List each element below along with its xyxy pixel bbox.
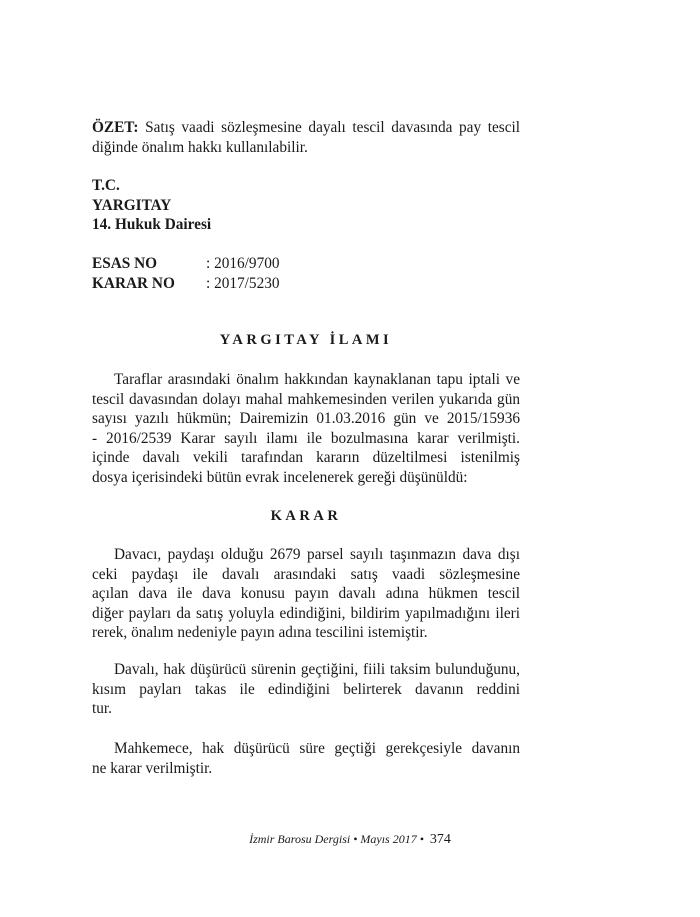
karar-label: KARAR NO [92, 274, 175, 292]
paragraph-2 [92, 545, 520, 643]
paragraph-3 [92, 660, 520, 719]
case-numbers [92, 254, 520, 293]
text-line: kısım payları takas ile edindiğini belirterek davanın reddini [92, 680, 520, 698]
text-line: - 2016/2539 Karar sayılı ilamı ile bozulmasına karar verilmişti. [92, 429, 520, 447]
karar-value: : 2017/5230 [206, 274, 280, 292]
summary-line: diğinde önalım hakkı kullanılabilir. [92, 138, 308, 156]
paragraph-4 [92, 739, 520, 778]
text-line: ceki paydaşı ile davalı arasındaki satış vaadi sözleşmesine [92, 565, 520, 583]
court-country: T.C. [92, 177, 120, 194]
court-chamber: 14. Hukuk Dairesi [92, 216, 212, 234]
summary [92, 118, 520, 157]
summary-label: ÖZET: [92, 119, 139, 136]
page-number: 374 [429, 832, 451, 847]
text-line: diğer payları da satış yoluyla edindiğini, bildirim yapılmadığını ileri [92, 604, 520, 622]
text-line: sayısı yazılı hükmün; Dairemizin 01.03.2016 gün ve 2015/15936 [92, 410, 520, 428]
heading-karar: KARAR [270, 508, 342, 524]
journal-name: İzmir Barosu Dergisi • Mayıs 2017 • [249, 832, 424, 846]
text-line: dosya içerisindeki bütün evrak incelenerek gereği düşünüldü: [92, 468, 468, 486]
text-line: Taraflar arasındaki önalım hakkından kaynaklanan tapu iptali ve [114, 371, 520, 388]
esas-label: ESAS NO [92, 255, 158, 272]
summary-text: Satış vaadi sözleşmesine dayalı tescil davasında pay tescil [145, 119, 520, 136]
text-line: açılan dava ile dava konusu payın davalı adına hükmen tescil [92, 585, 520, 603]
text-line: Mahkemece, hak düşürücü süre geçtiği gerekçesiyle davanın [114, 740, 520, 757]
heading-ilam: YARGITAY İLAMI [219, 332, 393, 348]
text-line: Davalı, hak düşürücü sürenin geçtiğini, fiili taksim bulunduğunu, [114, 661, 520, 678]
text-line: ne karar verilmiştir. [92, 759, 213, 777]
summary-line [92, 118, 520, 138]
text-line: tur. [92, 700, 112, 718]
esas-value: : 2016/9700 [206, 255, 280, 272]
page-footer [0, 832, 700, 848]
court-header [92, 176, 520, 235]
text-line: rerek, önalım nedeniyle payın adına tescilini istemiştir. [92, 624, 428, 642]
text-line: Davacı, paydaşı olduğu 2679 parsel sayılı taşınmazın dava dışı [114, 546, 520, 563]
court-name: YARGITAY [92, 196, 172, 214]
text-line: tescil davasından dolayı mahal mahkemesinden verilen yukarıda gün [92, 390, 520, 408]
text-line: içinde davalı vekili tarafından kararın düzeltilmesi istenilmiş [92, 449, 520, 467]
paragraph-1 [92, 370, 520, 488]
